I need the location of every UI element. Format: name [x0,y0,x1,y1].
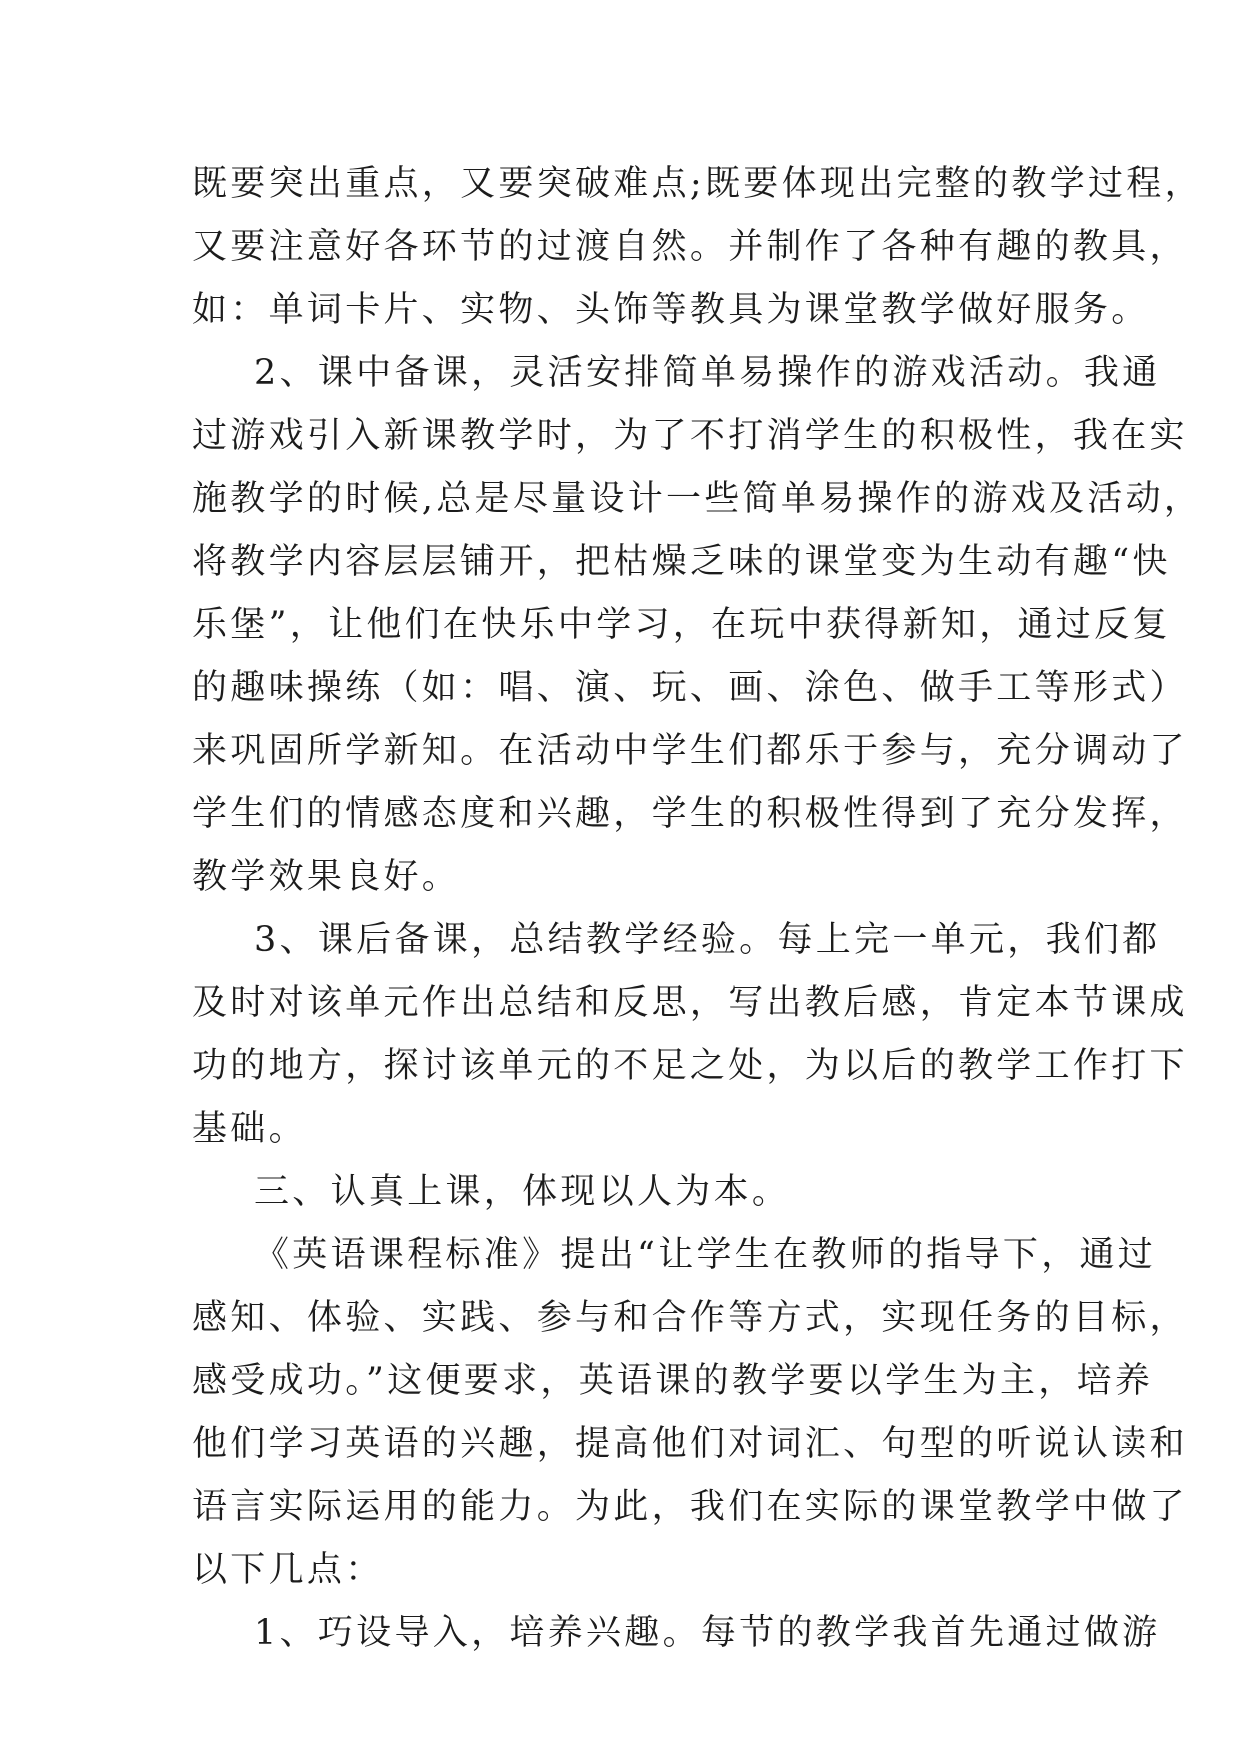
text-line: 将教学内容层层铺开，把枯燥乏味的课堂变为生动有趣“快 [192,542,1171,582]
text-line: 学生们的情感态度和兴趣，学生的积极性得到了充分发挥， [192,794,1188,834]
text-line: 以下几点： [192,1550,384,1590]
paragraph-start-line: 《英语课程标准》提出“让学生在教师的指导下，通过 [254,1235,1157,1275]
text-line: 语言实际运用的能力。为此，我们在实际的课堂教学中做了 [192,1487,1188,1527]
text-line: 他们学习英语的兴趣，提高他们对词汇、句型的听说认读和 [192,1424,1188,1464]
text-line: 基础。 [192,1109,307,1149]
text-line: 施教学的时候,总是尽量设计一些简单易操作的游戏及活动， [192,479,1203,519]
text-line: 来巩固所学新知。在活动中学生们都乐于参与，充分调动了 [192,731,1188,771]
text-line: 及时对该单元作出总结和反思，写出教后感，肯定本节课成 [192,983,1188,1023]
paragraph-start-line: 3、课后备课，总结教学经验。每上完一单元，我们都 [254,920,1161,960]
text-line: 如：单词卡片、实物、头饰等教具为课堂教学做好服务。 [192,290,1150,330]
text-line: 的趣味操练（如：唱、演、玩、画、涂色、做手工等形式） [192,668,1188,708]
paragraph-start-line: 1、巧设导入，培养兴趣。每节的教学我首先通过做游 [254,1613,1161,1653]
paragraph-start-line: 2、课中备课，灵活安排简单易操作的游戏活动。我通 [254,353,1161,393]
text-line: 感受成功。”这便要求，英语课的教学要以学生为主，培养 [192,1361,1154,1401]
text-line: 教学效果良好。 [192,857,461,897]
text-line: 乐堡”，让他们在快乐中学习，在玩中获得新知，通过反复 [192,605,1171,645]
text-line: 感知、体验、实践、参与和合作等方式，实现任务的目标， [192,1298,1188,1338]
text-line: 过游戏引入新课教学时，为了不打消学生的积极性，我在实 [192,416,1188,456]
text-line: 又要注意好各环节的过渡自然。并制作了各种有趣的教具， [192,227,1188,267]
text-line: 既要突出重点，又要突破难点;既要体现出完整的教学过程， [192,164,1203,204]
text-line: 功的地方，探讨该单元的不足之处，为以后的教学工作打下 [192,1046,1188,1086]
section-heading: 三、认真上课，体现以人为本。 [254,1172,791,1212]
